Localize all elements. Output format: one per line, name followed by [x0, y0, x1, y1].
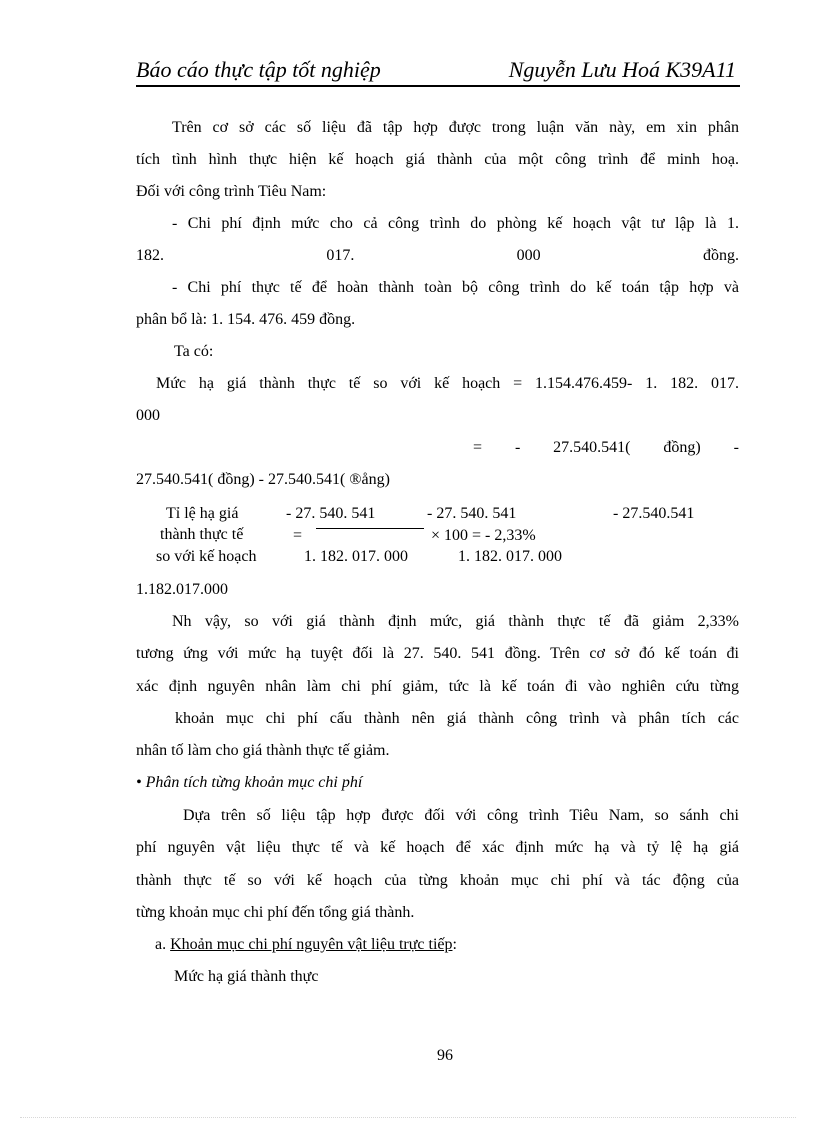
ratio-denominator-2: 1. 182. 017. 000 — [458, 548, 562, 565]
paragraph-intro-line-2: tích tình hình thực hiện kế hoạch giá thành của một công trình để minh hoạ. — [136, 151, 739, 168]
conclusion-line-2: tương ứng với mức hạ tuyệt đối là 27. 540. 541 đồng. Trên cơ sở đó kế toán đi — [136, 645, 739, 662]
ratio-denominator-1: 1. 182. 017. 000 — [304, 548, 408, 565]
analysis-line-4: từng khoản mục chi phí đến tổng giá thành. — [136, 904, 415, 921]
conclusion-line-5: nhân tố làm cho giá thành thực tế giảm. — [136, 742, 390, 759]
ratio-label-line-3: so với kế hoạch — [156, 548, 257, 565]
actual-cost-line-1: - Chi phí thực tế để hoàn thành toàn bộ công trình do kế toán tập hợp và — [172, 279, 739, 296]
ratio-trailing-value: 1.182.017.000 — [136, 581, 228, 598]
header-author: Nguyễn Lưu Hoá K39A11 — [508, 57, 736, 82]
ratio-numerator-1: - 27. 540. 541 — [286, 505, 376, 522]
item-a-prefix: a. — [155, 936, 167, 953]
analysis-line-2: phí nguyên vật liệu thực tế và kế hoạch để xác định mức hạ và tỷ lệ hạ giá — [136, 839, 739, 856]
reduction-equation-line-2: 000 — [136, 407, 160, 424]
ratio-times-result: × 100 = - 2,33% — [431, 527, 536, 544]
section-bullet-heading: • Phân tích từng khoản mục chi phí — [136, 774, 363, 791]
reduction-equation-line-1: Mức hạ giá thành thực tế so với kế hoạch = 1.154.476.459- 1. 182. 017. — [156, 375, 739, 392]
header-report-title: Báo cáo thực tập tốt nghiệp — [136, 57, 381, 82]
page-number: 96 — [437, 1047, 453, 1064]
ratio-label-line-2: thành thực tế — [160, 526, 244, 543]
bottom-border — [20, 1117, 796, 1118]
actual-cost-line-2: phân bổ là: 1. 154. 476. 459 đồng. — [136, 311, 356, 328]
planned-cost-line-1: - Chi phí định mức cho cả công trình do phòng kế hoạch vật tư lập là 1. — [172, 215, 739, 232]
ratio-equals-sign: = — [293, 527, 303, 544]
ratio-numerator-2: - 27. 540. 541 — [427, 505, 517, 522]
paragraph-intro-line-1: Trên cơ sở các số liệu đã tập hợp được trong luận văn này, em xin phân — [172, 119, 739, 136]
ratio-numerator-3: - 27.540.541 — [613, 505, 695, 522]
page-header — [136, 55, 740, 87]
reduction-result-line-2: 27.540.541( đồng) - 27.540.541( ®ång) — [136, 471, 390, 488]
item-a-title: Khoản mục chi phí nguyên vật liệu trực tiếp — [170, 936, 453, 953]
conclusion-line-1: Nh vậy, so với giá thành định mức, giá thành thực tế đã giảm 2,33% — [172, 613, 739, 630]
last-line: Mức hạ giá thành thực — [174, 968, 319, 985]
item-a-colon: : — [452, 936, 457, 953]
item-a-heading — [155, 935, 457, 955]
planned-cost-line-2: 182. 017. 000 đồng. — [136, 247, 739, 264]
analysis-line-3: thành thực tế so với kế hoạch của từng khoản mục chi phí và tác động của — [136, 872, 739, 889]
reduction-result-line-1: = - 27.540.541( đồng) - — [473, 439, 739, 456]
conclusion-line-4: khoản mục chi phí cấu thành nên giá thành công trình và phân tích các — [175, 710, 739, 727]
ta-co-label: Ta có: — [174, 343, 214, 360]
ratio-label-line-1: Tỉ lệ hạ giá — [166, 505, 239, 522]
paragraph-intro-line-3: Đối với công trình Tiêu Nam: — [136, 183, 327, 200]
conclusion-line-3: xác định nguyên nhân làm chi phí giảm, tức là kế toán đi vào nghiên cứu từng — [136, 678, 739, 695]
fraction-bar — [316, 528, 424, 529]
analysis-line-1: Dựa trên số liệu tập hợp được đối với công trình Tiêu Nam, so sánh chi — [183, 807, 739, 824]
